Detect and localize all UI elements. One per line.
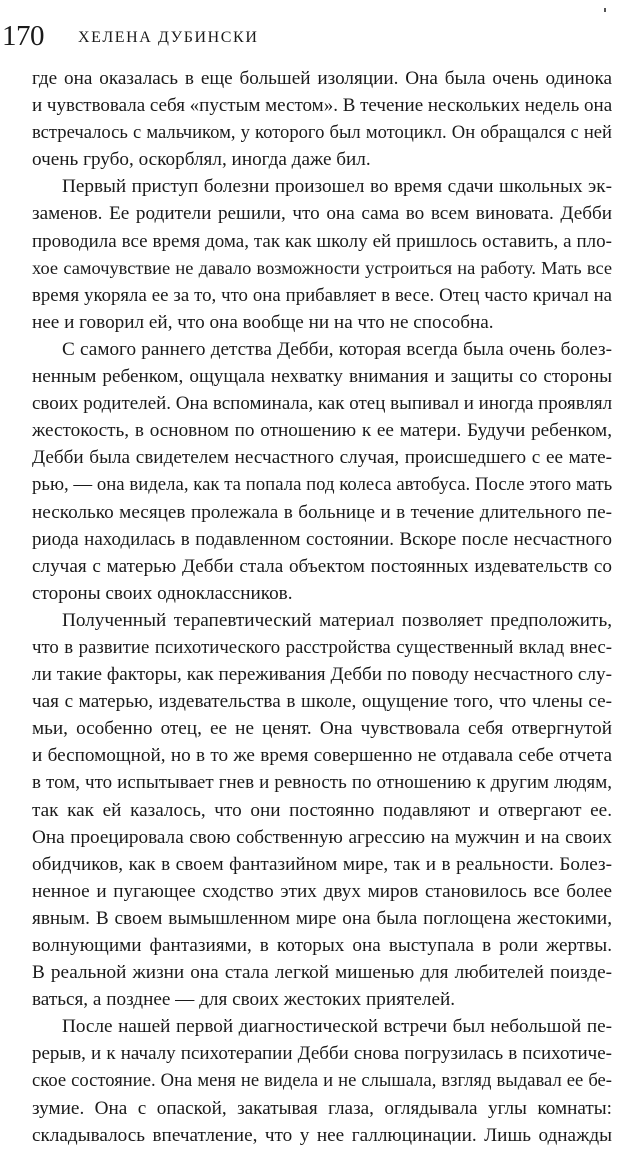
text-line: мьи, особенно отец, ее не ценят. Она чувствовала себя отвергнутой [32, 718, 612, 740]
text-line: чая с матерью, издевательства в школе, ощущение того, что члены се- [32, 691, 612, 713]
text-line: своих родителей. Она вспоминала, как отец выпивал и иногда проявлял [32, 393, 613, 415]
text-line: проводила все время дома, так как школу ей пришлось оставить, а пло- [32, 230, 612, 252]
text-line: В реальной жизни она стала легкой мишенью для любителей поизде- [32, 962, 612, 984]
text-line: ненным ребенком, ощущала нехватку внимания и защиты со стороны [32, 366, 612, 388]
paragraph-first-line: Полученный терапевтический материал позволяет предположить, [62, 609, 612, 631]
text-line: риода находилась в подавленном состоянии. Вскоре после несчастного [32, 528, 612, 550]
text-line: стороны своих одноклассников. [32, 582, 293, 604]
text-line: хое самочувствие не давало возможности устроиться на работу. Мать все [32, 257, 612, 278]
text-line: складывалось впечатление, что у нее галлюцинации. Лишь однажды [32, 1124, 612, 1146]
text-line: нее и говорил ей, что она вообще ни на что не способна. [32, 311, 494, 333]
text-line: Она проецировала свою собственную агрессию на мужчин и на своих [32, 826, 612, 848]
body-text [32, 65, 612, 1149]
text-line: ненное и пугающее сходство этих двух миров становилось все более [32, 880, 612, 902]
text-line: время укоряла ее за то, что она прибавляет в весе. Отец часто кричал на [32, 284, 612, 306]
running-head [0, 18, 620, 58]
text-line: так как ей казалось, что они постоянно подавляют и отвергают ее. [32, 799, 612, 821]
page-number: 170 [2, 20, 44, 52]
paragraph-first-line: Первый приступ болезни произошел во время сдачи школьных эк- [62, 176, 612, 198]
text-line: жестокость, в основном по отношению к ее матери. Будучи ребенком, [32, 420, 612, 442]
text-line: и беспомощной, но в то же время совершенно не отдавала себе отчета [32, 745, 612, 767]
text-line: ваться, а позднее — для своих жестоких приятелей. [32, 989, 456, 1011]
text-line: где она оказалась в еще большей изоляции. Она была очень одинока [32, 68, 612, 89]
paragraph-first-line: С самого раннего детства Дебби, которая всегда была очень болез- [62, 338, 612, 360]
text-line: встречалось с мальчиком, у которого был мотоцикл. Он обращался с ней [32, 122, 612, 144]
text-line: Дебби была свидетелем несчастного случая, происшедшего с ее мате- [32, 447, 612, 469]
text-line: несколько месяцев пролежала в больнице и в течение длительного пе- [32, 501, 612, 523]
text-line: рью, — она видела, как та попала под колеса автобуса. После этого мать [32, 474, 613, 496]
text-line: очень грубо, оскорблял, иногда даже бил. [32, 149, 371, 171]
text-line: и чувствовала себя «пустым местом». В течение нескольких недель она [32, 95, 613, 117]
text-line: рерыв, и к началу психотерапии Дебби снова погрузилась в психотиче- [32, 1043, 612, 1065]
paragraph-first-line: После нашей первой диагностической встречи был небольшой пе- [62, 1016, 612, 1038]
text-line: что в развитие психотического расстройства существенный вклад внес- [32, 636, 612, 658]
text-line: зумие. Она с опаской, закатывая глаза, оглядывала углы комнаты: [32, 1097, 612, 1119]
text-line: явным. В своем вымышленном мире она была поглощена жестокими, [32, 907, 612, 929]
text-line: ское состояние. Она меня не видела и не слышала, взгляд выдавал ее бе- [32, 1070, 612, 1092]
text-line: ли такие факторы, как переживания Дебби по поводу несчастного слу- [32, 664, 612, 686]
text-line: случая с матерью Дебби стала объектом постоянных издевательств со [32, 555, 612, 577]
corner-mark [604, 8, 606, 12]
text-line: в том, что испытывает гнев и ревность по отношению к другим людям, [32, 772, 612, 794]
text-line: заменов. Ее родители решили, что она сама во всем виновата. Дебби [32, 203, 612, 225]
text-line: обидчиков, как в своем фантазийном мире, так и в реальности. Болез- [32, 853, 612, 875]
running-title: ХЕЛЕНА ДУБИНСКИ [78, 29, 259, 46]
text-line: волнующими фантазиями, в которых она выступала в роли жертвы. [32, 935, 612, 956]
